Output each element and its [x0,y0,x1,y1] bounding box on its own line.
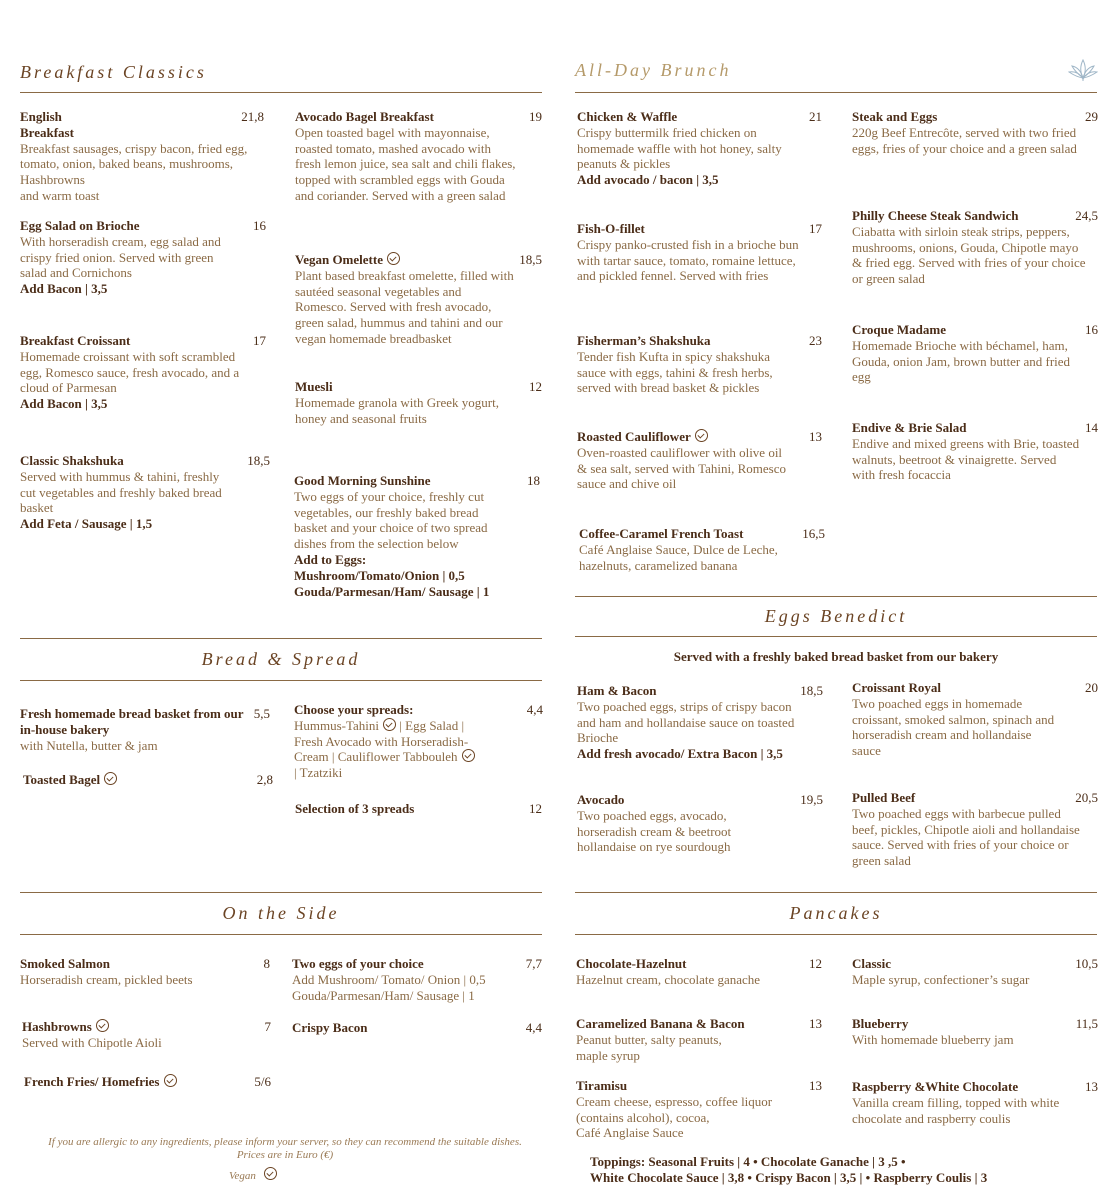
item-name: Ham & Bacon [577,683,657,698]
item-price: 13 [1085,1079,1098,1094]
item-price: 16 [253,218,266,233]
item-desc: Crispy buttermilk fried chicken on homemade waffle with hot honey, salty peanuts & pickles [577,124,782,172]
menu-item-chicken-waffle [577,109,789,188]
vegan-icon [96,1019,109,1032]
toppings-line: Toppings: Seasonal Fruits | 4 • Chocolate Ganache | 3 ,5 • [590,1154,906,1169]
item-name: Toasted Bagel [23,772,101,787]
item-name: Raspberry &White Chocolate [852,1079,1019,1094]
menu-item-choose-spreads [294,702,524,781]
divider [20,92,542,93]
item-name: Vegan Omelette [295,252,383,267]
item-name: Caramelized Banana & Bacon [576,1016,745,1031]
item-desc: Two poached eggs with barbecue pulled beef, pickles, Chipotle aioli and hollandaise sauce. Served with fries of your choice or green salad [852,805,1080,869]
item-desc: Plant based breakfast omelette, filled with sautéed seasonal vegetables and Romesco. Served with fresh avocado, green salad, hummus and tahini and our vegan homemade breadbasket [295,267,514,346]
spread-line: | Egg Salad | [399,717,465,733]
item-price: 20 [1085,680,1098,695]
item-name: Chocolate-Hazelnut [576,956,687,971]
item-desc: Peanut butter, salty peanuts, maple syrup [576,1031,722,1063]
vegan-icon [462,749,475,762]
item-desc: Two poached eggs, strips of crispy bacon and ham and hollandaise sauce on toasted Brioche [577,698,795,746]
menu-item-raspberry-white-chocolate [852,1079,1077,1126]
menu-item-crispy-bacon [292,1020,492,1036]
spread-line: Hummus-Tahini [294,717,380,733]
vegan-icon [104,772,117,785]
item-desc: Maple syrup, confectioner’s sugar [852,971,1030,987]
item-desc: Hazelnut cream, chocolate ganache [576,971,761,987]
item-price: 23 [809,333,822,348]
section-title-bread-spread: Bread & Spread [201,649,361,669]
item-desc: Tender fish Kufta in spicy shakshuka sauce with eggs, tahini & fresh herbs, served with bread basket & pickles [577,348,773,396]
item-price: 17 [809,221,822,236]
item-price: 18,5 [247,453,270,468]
item-desc: Vanilla cream filling, topped with white chocolate and raspberry coulis [852,1094,1060,1126]
menu-item-endive-brie-salad [852,420,1080,483]
lotus-logo-icon [1068,58,1098,82]
item-price: 17 [253,333,266,348]
toppings-line: White Chocolate Sauce | 3,8 • Crispy Bacon | 3,5 | • Raspberry Coulis | 3 [590,1170,988,1185]
item-price: 7 [264,1019,271,1034]
item-name: Pulled Beef [852,790,916,805]
item-price: 11,5 [1075,1016,1098,1031]
item-price: 18,5 [519,252,542,267]
item-name: Classic Shakshuka [20,453,124,468]
item-name: Muesli [295,379,333,394]
item-addon: Add avocado / bacon | 3,5 [577,172,719,188]
item-desc: Oven-roasted cauliflower with olive oil & sea salt, served with Tahini, Romesco sauce and chive oil [577,444,786,492]
divider [20,892,542,893]
divider [20,638,542,639]
item-name: Endive & Brie Salad [852,420,967,435]
item-desc: Homemade Brioche with béchamel, ham, Gouda, onion Jam, brown butter and fried egg [852,337,1071,385]
spread-line: Cream | Cauliflower Tabbouleh [294,749,458,765]
menu-item-hashbrowns [22,1019,222,1051]
item-desc: Open toasted bagel with mayonnaise, roasted tomato, mashed avocado with fresh lemon juice, sea salt and chili flakes, topped with scrambled eggs with Gouda and coriander. Served with a green salad [295,124,516,203]
section-title-on-the-side: On the Side [222,903,340,923]
menu-item-benedict-avocado [577,792,767,855]
vegan-icon [164,1074,177,1087]
item-price: 18,5 [800,683,823,698]
menu-item-croissant-royal [852,680,1062,759]
menu-item-classic-pancake [852,956,1062,988]
item-price: 7,7 [525,956,542,971]
menu-item-selection-spreads [295,801,495,817]
item-price: 20,5 [1075,790,1098,805]
menu-item-fish-o-fillet [577,221,805,284]
divider [575,892,1097,893]
item-name: Croque Madame [852,322,947,337]
menu-item-classic-shakshuka [20,453,225,532]
divider [575,636,1097,637]
vegan-legend [229,1167,277,1183]
item-name: Tiramisu [576,1078,628,1093]
divider [20,680,542,681]
item-price: 10,5 [1075,956,1098,971]
item-desc: Served with Chipotle Aioli [22,1034,162,1050]
item-desc: 220g Beef Entrecôte, served with two fried eggs, fries of your choice and a green salad [852,124,1077,156]
item-desc: Two eggs of your choice, freshly cut vegetables, our freshly baked bread basket and your choice of two spread dishes from the selection below [294,488,488,552]
item-name: Coffee-Caramel French Toast [579,526,744,541]
menu-item-muesli [295,379,505,426]
item-price: 14 [1085,420,1098,435]
item-price: 13 [809,429,822,444]
item-addon: Add fresh avocado/ Extra Bacon | 3,5 [577,746,783,762]
item-name: Avocado Bagel Breakfast [295,109,434,124]
item-desc: Breakfast sausages, crispy bacon, fried egg, tomato, onion, baked beans, mushrooms, Hashbrowns and warm toast [20,140,248,203]
item-name: Fish-O-fillet [577,221,645,236]
vegan-icon [387,252,400,265]
item-desc: With horseradish cream, egg salad and crispy fried onion. Served with green salad and Cornichons [20,233,221,281]
item-name: Crispy Bacon [292,1020,368,1035]
item-price: 21 [809,109,822,124]
vegan-icon [264,1167,277,1180]
item-name: Classic [852,956,891,971]
item-desc: With homemade blueberry jam [852,1031,1014,1047]
menu-item-breakfast-croissant [20,333,242,412]
item-desc: Crispy panko-crusted fish in a brioche bun with tartar sauce, tomato, romaine lettuce, and pickled fennel. Served with fries [577,236,799,284]
item-name: French Fries/ Homefries [24,1074,160,1089]
item-name: Philly Cheese Steak Sandwich [852,208,1019,223]
menu-item-roasted-cauliflower [577,429,792,492]
item-desc: Café Anglaise Sauce, Dulce de Leche, hazelnuts, caramelized banana [579,541,778,573]
item-price: 12 [529,801,542,816]
vegan-icon [383,718,396,731]
menu-item-bread-basket [20,706,245,753]
vegan-icon [695,429,708,442]
pancake-toppings [590,1154,987,1186]
divider [575,92,1097,93]
menu-item-fishermans-shakshuka [577,333,802,396]
vegan-legend-label: Vegan [229,1170,256,1182]
menu-item-toasted-bagel [23,772,223,788]
item-price: 4,4 [525,1020,542,1035]
menu-item-smoked-salmon [20,956,250,988]
section-title-pancakes: Pancakes [789,903,883,923]
allergy-note: If you are allergic to any ingredients, please inform your server, so they can recommend the suitable dishes. Prices are in Euro (€) [48,1136,522,1161]
item-addon: Add Bacon | 3,5 [20,396,108,412]
item-desc: Add Mushroom/ Tomato/ Onion | 0,5 Gouda/Parmesan/Ham/ Sausage | 1 [292,971,486,1003]
item-price: 16,5 [802,526,825,541]
divider [575,596,1097,597]
item-addon: Add Bacon | 3,5 [20,281,108,297]
item-name: Fisherman’s Shakshuka [577,333,711,348]
item-desc: Endive and mixed greens with Brie, toasted walnuts, beetroot & vinaigrette. Served with fresh focaccia [852,435,1080,483]
menu-item-avocado-bagel [295,109,517,204]
menu-item-banana-bacon [576,1016,791,1063]
item-price: 29 [1085,109,1098,124]
item-addon: Add to Eggs: Mushroom/Tomato/Onion | 0,5 Gouda/Parmesan/Ham/ Sausage | 1 [294,551,490,599]
item-name: Breakfast Croissant [20,333,131,348]
item-name: Fresh homemade bread basket from our in-house bakery [20,706,244,737]
item-desc: Cream cheese, espresso, coffee liquor (contains alcohol), cocoa, Café Anglaise Sauce [576,1093,773,1141]
item-desc: Homemade croissant with soft scrambled egg, Romesco sauce, fresh avocado, and a cloud of Parmesan [20,348,240,396]
menu-item-good-morning-sunshine [294,473,512,599]
item-name: Steak and Eggs [852,109,938,124]
menu-item-french-toast [579,526,804,573]
item-name: Croissant Royal [852,680,941,695]
item-price: 2,8 [256,772,273,787]
item-addon: Add Feta / Sausage | 1,5 [20,516,153,532]
item-name: Good Morning Sunshine [294,473,431,488]
item-name: Choose your spreads: [294,702,414,717]
item-desc: Homemade granola with Greek yogurt, honey and seasonal fruits [295,394,499,426]
item-price: 21,8 [241,109,264,124]
item-desc: Horseradish cream, pickled beets [20,971,193,987]
item-name: Smoked Salmon [20,956,110,971]
menu-item-vegan-omelette [295,252,515,347]
item-price: 4,4 [526,702,543,717]
item-desc: Two poached eggs in homemade croissant, smoked salmon, spinach and horseradish cream and hollandaise sauce [852,695,1055,759]
item-name: Roasted Cauliflower [577,429,691,444]
item-price: 16 [1085,322,1098,337]
spread-line: Fresh Avocado with Horseradish- [294,733,469,749]
menu-item-tiramisu [576,1078,804,1141]
menu-item-egg-salad [20,218,235,297]
menu-item-french-fries [24,1074,244,1090]
item-price: 12 [529,379,542,394]
section-title-brunch: All-Day Brunch [575,60,732,80]
menu-item-blueberry [852,1016,1062,1048]
divider [575,934,1097,935]
item-price: 8 [263,956,270,971]
menu-item-pulled-beef [852,790,1080,869]
divider [20,934,542,935]
spread-line: | Tzatziki [294,765,343,781]
item-name: Blueberry [852,1016,909,1031]
item-name: Selection of 3 spreads [295,801,415,816]
item-name: Avocado [577,792,625,807]
item-price: 5,5 [253,706,270,721]
item-price: 19,5 [800,792,823,807]
benedict-subtitle: Served with a freshly baked bread basket from our bakery [673,649,999,664]
item-desc: Served with hummus & tahini, freshly cut vegetables and freshly baked bread basket [20,468,222,516]
section-title-breakfast: Breakfast Classics [20,62,207,82]
item-name: Chicken & Waffle [577,109,678,124]
menu-item-croque-madame [852,322,1080,385]
item-price: 13 [809,1078,822,1093]
item-price: 12 [809,956,822,971]
item-name: Egg Salad on Brioche [20,218,140,233]
item-price: 19 [529,109,542,124]
item-name: English Breakfast [20,109,74,140]
menu-item-steak-eggs [852,109,1077,156]
section-title-eggs-benedict: Eggs Benedict [764,606,908,626]
item-name: Hashbrowns [22,1019,92,1034]
menu-item-chocolate-hazelnut [576,956,801,988]
item-price: 24,5 [1075,208,1098,223]
item-price: 13 [809,1016,822,1031]
item-price: 5/6 [254,1074,271,1089]
menu-item-english-breakfast [20,109,248,204]
item-desc: with Nutella, butter & jam [20,737,158,753]
item-name: Two eggs of your choice [292,956,424,971]
menu-item-ham-bacon [577,683,802,762]
item-price: 18 [527,473,540,488]
item-desc: Ciabatta with sirloin steak strips, peppers, mushrooms, onions, Gouda, Chipotle mayo & fried egg. Served with fries of your choice or green salad [852,223,1086,287]
item-desc: Two poached eggs, avocado, horseradish cream & beetroot hollandaise on rye sourdough [577,807,732,855]
